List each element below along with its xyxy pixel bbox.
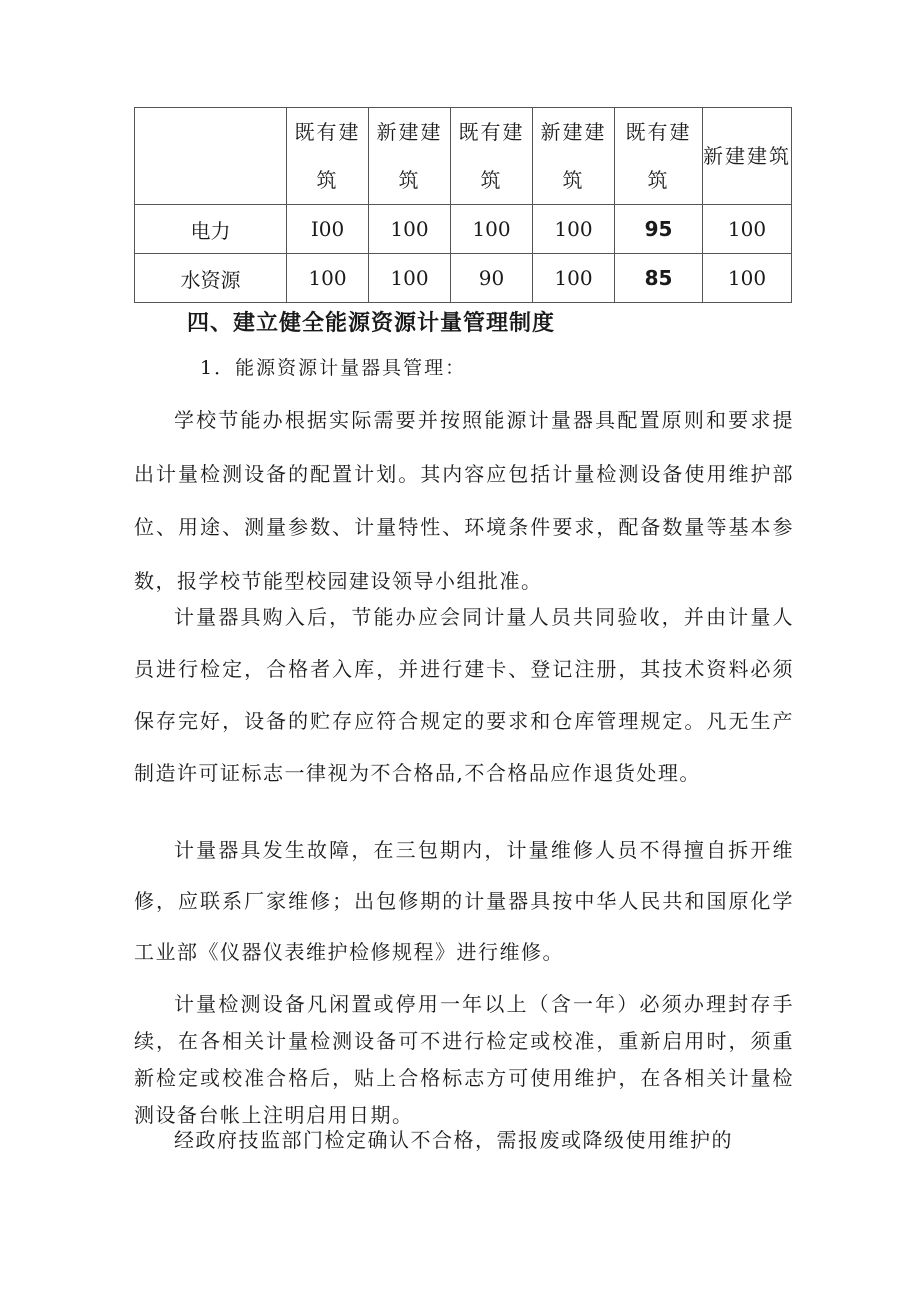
table-cell: 90	[451, 254, 533, 303]
table-cell: 100	[369, 254, 451, 303]
paragraph: 经政府技监部门检定确认不合格，需报废或降级使用维护的	[174, 1128, 733, 1152]
table-header-cell: 新建建筑	[533, 108, 615, 205]
metering-rate-table	[134, 107, 792, 303]
table-cell: 100	[533, 254, 615, 303]
table-cell: 100	[703, 254, 792, 303]
table-cell: 100	[533, 205, 615, 254]
paragraph: 学校节能办根据实际需要并按照能源计量器具配置原则和要求提出计量检测设备的配置计划。其内容应包括计量检测设备使用维护部位、用途、测量参数、计量特性、环境条件要求，配备数量等基本参数，报学校节能型校园建设领导小组批准。	[134, 408, 794, 593]
table-row-water	[135, 254, 792, 303]
table-cell: I00	[287, 205, 369, 254]
table-row-electricity	[135, 205, 792, 254]
table-header-cell	[135, 108, 287, 205]
table-cell: 100	[369, 205, 451, 254]
table-cell: 100	[451, 205, 533, 254]
table-cell: 95	[615, 205, 703, 254]
table-cell: 85	[615, 254, 703, 303]
paragraph: 计量器具发生故障，在三包期内，计量维修人员不得擅自拆开维修，应联系厂家维修；出包修期的计量器具按中华人民共和国原化学工业部《仪器仪表维护检修规程》进行维修。	[134, 838, 794, 964]
paragraph: 计量检测设备凡闲置或停用一年以上（含一年）必须办理封存手续，在各相关计量检测设备可不进行检定或校准，重新启用时，须重新检定或校准合格后，贴上合格标志方可使用维护，在各相关计量检测设备台帐上注明启用日期。	[134, 992, 794, 1127]
row-label: 水资源	[135, 254, 287, 303]
table-cell: 100	[703, 205, 792, 254]
table-header-cell: 既有建筑	[451, 108, 533, 205]
row-label: 电力	[135, 205, 287, 254]
paragraph: 计量器具购入后，节能办应会同计量人员共同验收，并由计量人员进行检定，合格者入库，并进行建卡、登记注册，其技术资料必须保存完好，设备的贮存应符合规定的要求和仓库管理规定。凡无生产制造许可证标志一律视为不合格品,不合格品应作退货处理。	[134, 605, 794, 785]
subsection-heading: 1．能源资源计量器具管理：	[200, 357, 467, 379]
table-header-cell: 新建建筑	[369, 108, 451, 205]
table-cell: 100	[287, 254, 369, 303]
table-header-cell: 既有建筑	[287, 108, 369, 205]
section-heading: 四、建立健全能源资源计量管理制度	[187, 311, 556, 336]
table-header-cell: 新建建筑	[703, 108, 792, 205]
table-header-row	[135, 108, 792, 205]
table-header-cell: 既有建筑	[615, 108, 703, 205]
